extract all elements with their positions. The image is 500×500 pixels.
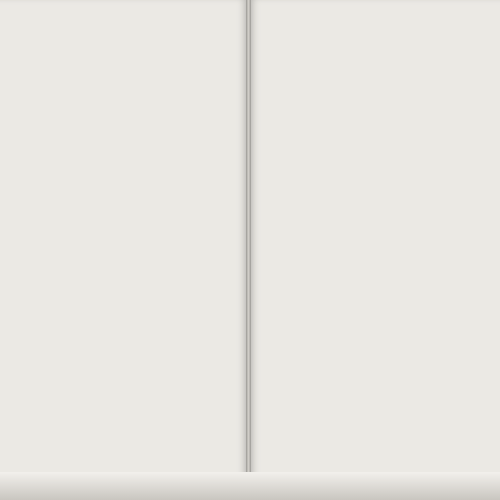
left-page [0,0,247,500]
book-gutter [246,0,251,500]
right-page [250,0,500,500]
left-contents [8,62,240,68]
page-edge [0,472,500,500]
